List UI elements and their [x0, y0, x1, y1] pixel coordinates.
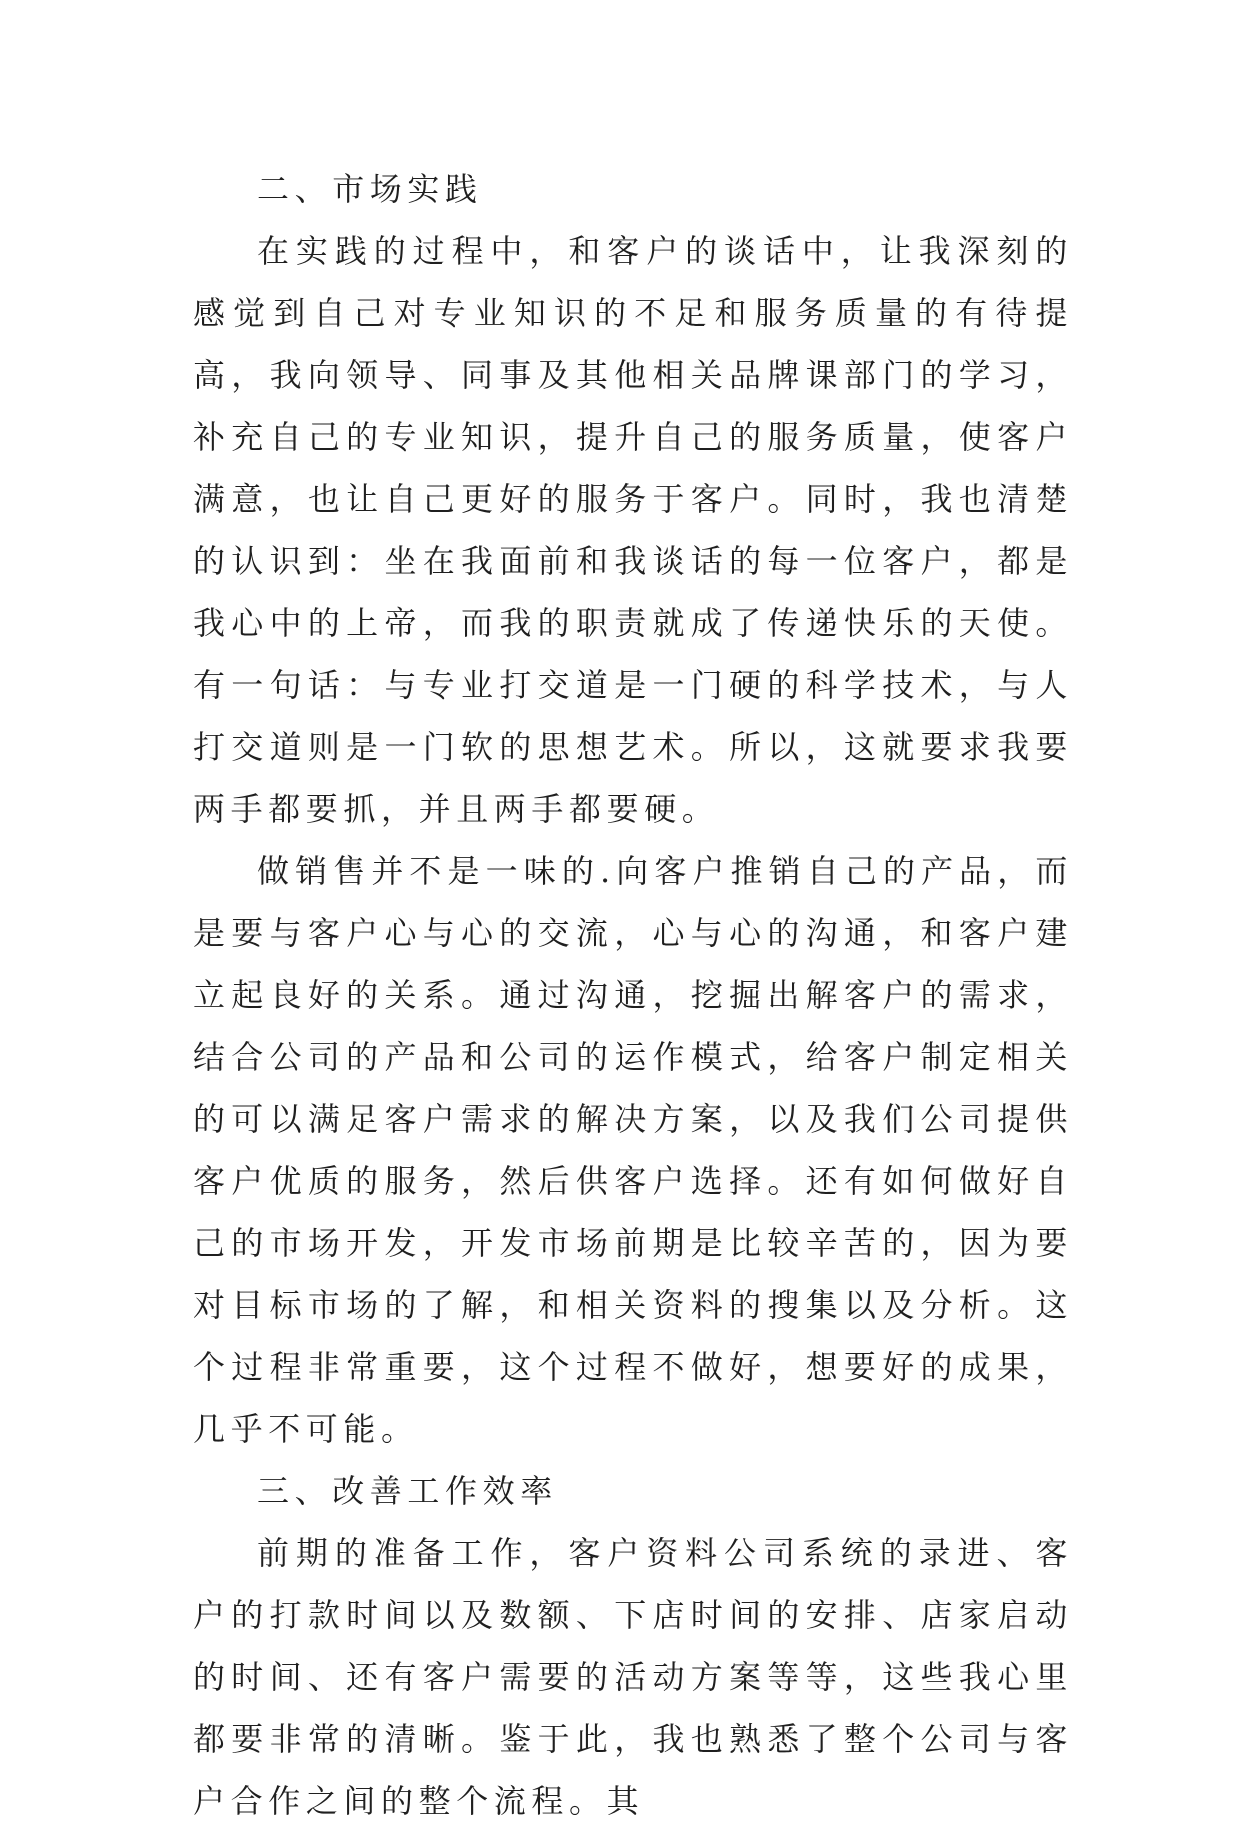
- section-heading-work-efficiency: 三、改善工作效率: [257, 1472, 558, 1510]
- paragraph-practice-reflection: 在实践的过程中，和客户的谈话中，让我深刻的感觉到自己对专业知识的不足和服务质量的有待提高，我向领导、同事及其他相关品牌课部门的学习，补充自己的专业知识，提升自己的服务质量，使客户满意，也让自己更好的服务于客户。同时，我也清楚的认识到：坐在我面前和我谈话的每一位客户，都是我心中的上帝，而我的职责就成了传递快乐的天使。有一句话：与专业打交道是一门硬的科学技术，与人打交道则是一门软的思想艺术。所以，这就要求我要两手都要抓，并且两手都要硬。: [193, 232, 1073, 828]
- document-body: [193, 158, 1073, 1832]
- paragraph-sales-communication: 做销售并不是一味的.向客户推销自己的产品，而是要与客户心与心的交流，心与心的沟通，和客户建立起良好的关系。通过沟通，挖掘出解客户的需求，结合公司的产品和公司的运作模式，给客户制定相关的可以满足客户需求的解决方案，以及我们公司提供客户优质的服务，然后供客户选择。还有如何做好自己的市场开发，开发市场前期是比较辛苦的，因为要对目标市场的了解，和相关资料的搜集以及分析。这个过程非常重要，这个过程不做好，想要好的成果，几乎不可能。: [193, 852, 1073, 1448]
- paragraph-preparation-work: 前期的准备工作，客户资料公司系统的录进、客户的打款时间以及数额、下店时间的安排、店家启动的时间、还有客户需要的活动方案等等，这些我心里都要非常的清晰。鉴于此，我也熟悉了整个公司与客户合作之间的整个流程。其: [193, 1534, 1073, 1820]
- section-heading-market-practice: 二、市场实践: [257, 170, 483, 208]
